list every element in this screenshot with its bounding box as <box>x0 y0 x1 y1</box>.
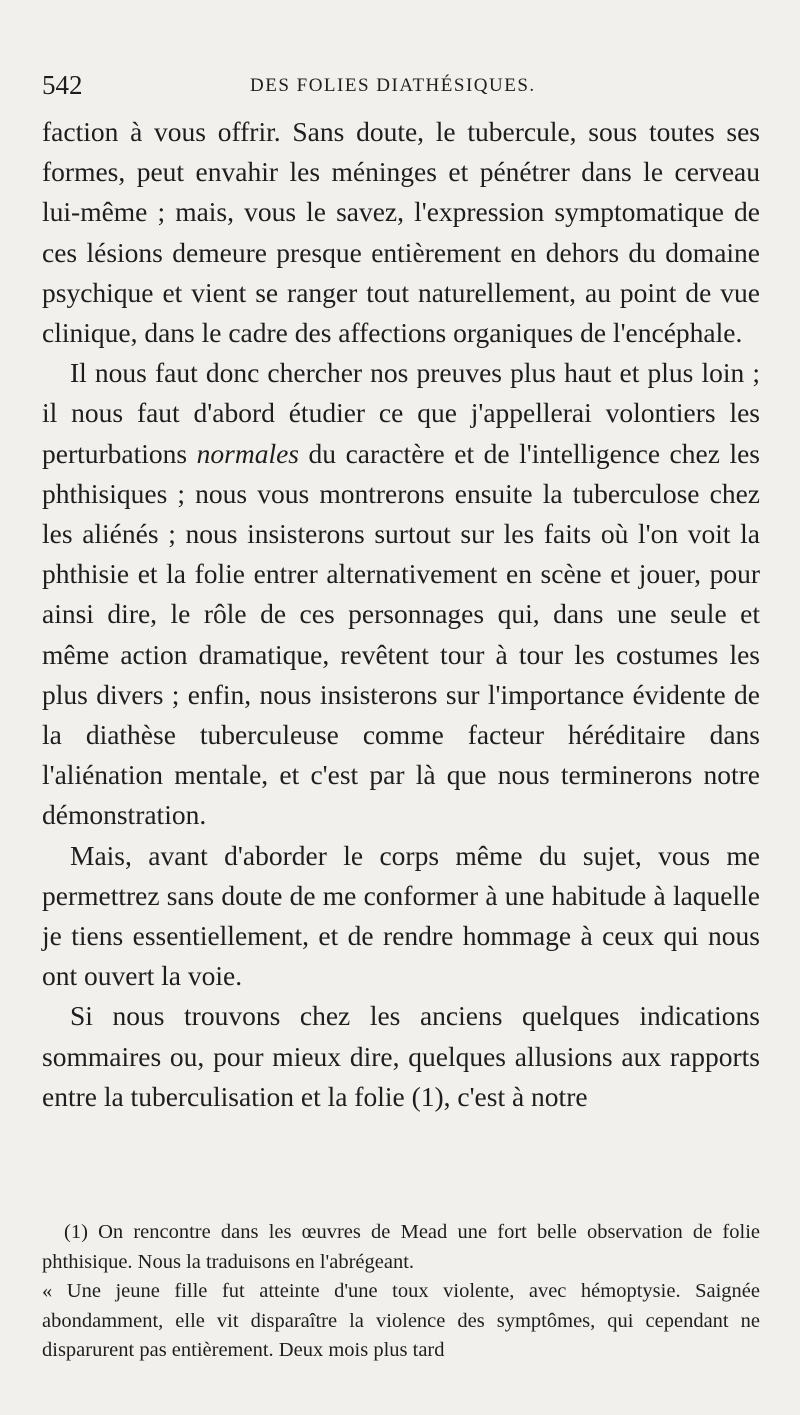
paragraph <box>42 353 760 835</box>
page-header <box>42 70 760 104</box>
running-title: DES FOLIES DIATHÉSIQUES. <box>250 75 536 96</box>
paragraph-text: Mais, avant d'aborder le corps même du sujet, vous me permettrez sans doute de me conformer à une habitude à laquelle je tiens essentiellement, et de rendre hommage à ceux qui nous ont ouvert la voie. <box>42 839 760 992</box>
paragraph-text: faction à vous offrir. Sans doute, le tubercule, sous toutes ses formes, peut envahir les méninges et pénétrer dans le cerveau lui-même ; mais, vous le savez, l'expression symptomatique de ces lésions demeure presque entièrement en dehors du domaine psychique et vient se ranger tout naturellement, au point de vue clinique, dans le cadre des affections organiques de l'encéphale. <box>42 116 760 349</box>
paragraph-text: Il nous faut donc chercher nos preuves plus haut et plus loin ; il nous faut d'abord étudier ce que j'appellerai volontiers les perturbations <box>42 357 760 469</box>
footnotes <box>42 1218 760 1366</box>
paragraph-text: Si nous trouvons chez les anciens quelques indications sommaires ou, pour mieux dire, quelques allusions aux rapports entre la tuberculisation et la folie (1), c'est à notre <box>42 1000 760 1112</box>
footnote-quote: « Une jeune fille fut atteinte d'une toux violente, avec hémoptysie. Saignée abondamment, elle vit disparaître la violence des symptômes, qui cependant ne disparurent pas entièrement. Deux mois plus tard <box>42 1280 760 1361</box>
paragraph <box>42 112 760 353</box>
page-number: 542 <box>42 70 83 100</box>
emphasized-word: normales <box>196 437 300 469</box>
paragraph <box>42 996 760 1117</box>
paragraph <box>42 836 760 997</box>
footnote: (1) On rencontre dans les œuvres de Mead une fort belle observation de folie phthisique. Nous la traduisons en l'abrégeant. <box>42 1221 760 1273</box>
paragraph-text: du caractère et de l'intelligence chez les phthisiques ; nous vous montrerons ensuite la tuberculose chez les aliénés ; nous insisterons surtout sur les faits où l'on voit la phthisie et la folie entrer alternativement en scène et jouer, pour ainsi dire, le rôle de ces personnages qui, dans une seule et même action dramatique, revêtent tour à tour les costumes les plus divers ; enfin, nous insisterons sur l'importance évidente de la diathèse tuberculeuse comme facteur héréditaire dans l'aliénation mentale, et c'est par là que nous terminerons notre démonstration. <box>42 437 760 831</box>
main-text <box>42 112 760 1117</box>
